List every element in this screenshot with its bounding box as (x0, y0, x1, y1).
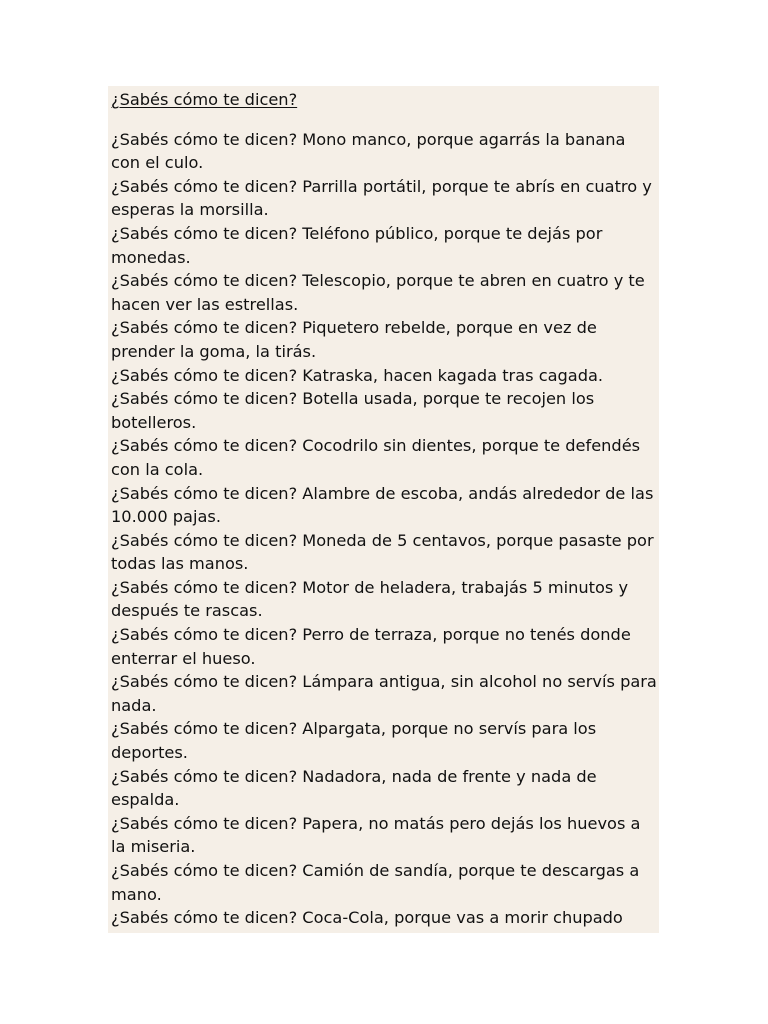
joke-line: ¿Sabés cómo te dicen? Telescopio, porque te abren en cuatro y te hacen ver las estrellas. (111, 271, 645, 314)
joke-line: ¿Sabés cómo te dicen? Alambre de escoba, andás alrededor de las 10.000 pajas. (111, 483, 654, 527)
document-title: ¿Sabés cómo te dicen? (111, 90, 298, 109)
joke-line: ¿Sabés cómo te dicen? Coca-Cola, porque vas a morir chupado (111, 908, 623, 928)
joke-line: ¿Sabés cómo te dicen? Nadadora, nada de frente y nada de espalda. (111, 766, 597, 810)
joke-line: ¿Sabés cómo te dicen? Motor de heladera, trabajás 5 minutos y después te rascas. (111, 577, 629, 621)
text-block (108, 86, 659, 933)
joke-line: ¿Sabés cómo te dicen? Papera, no matás pero dejás los huevos a la miseria. (111, 813, 641, 857)
joke-line: ¿Sabés cómo te dicen? Camión de sandía, porque te descargas a mano. (111, 861, 640, 904)
joke-line: ¿Sabés cómo te dicen? Alpargata, porque no servís para los deportes. (111, 719, 597, 763)
joke-line: ¿Sabés cómo te dicen? Parrilla portátil, porque te abrís en cuatro y esperas la morsilla. (111, 176, 652, 220)
joke-line: ¿Sabés cómo te dicen? Botella usada, porque te recojen los botelleros. (111, 389, 595, 432)
joke-line: ¿Sabés cómo te dicen? Cocodrilo sin dientes, porque te defendés con la cola. (111, 436, 641, 479)
joke-line: ¿Sabés cómo te dicen? Teléfono público, porque te dejás por monedas. (111, 223, 603, 267)
joke-line: ¿Sabés cómo te dicen? Mono manco, porque agarrás la banana con el culo. (111, 129, 626, 173)
joke-line: ¿Sabés cómo te dicen? Lámpara antigua, sin alcohol no servís para nada. (111, 672, 657, 715)
joke-line: ¿Sabés cómo te dicen? Moneda de 5 centavos, porque pasaste por todas las manos. (111, 530, 654, 574)
joke-line: ¿Sabés cómo te dicen? Perro de terraza, porque no tenés donde enterrar el hueso. (111, 625, 631, 668)
joke-line: ¿Sabés cómo te dicen? Piquetero rebelde, porque en vez de prender la goma, la tirás. (111, 318, 597, 361)
joke-line: ¿Sabés cómo te dicen? Katraska, hacen kagada tras cagada. (111, 365, 604, 385)
